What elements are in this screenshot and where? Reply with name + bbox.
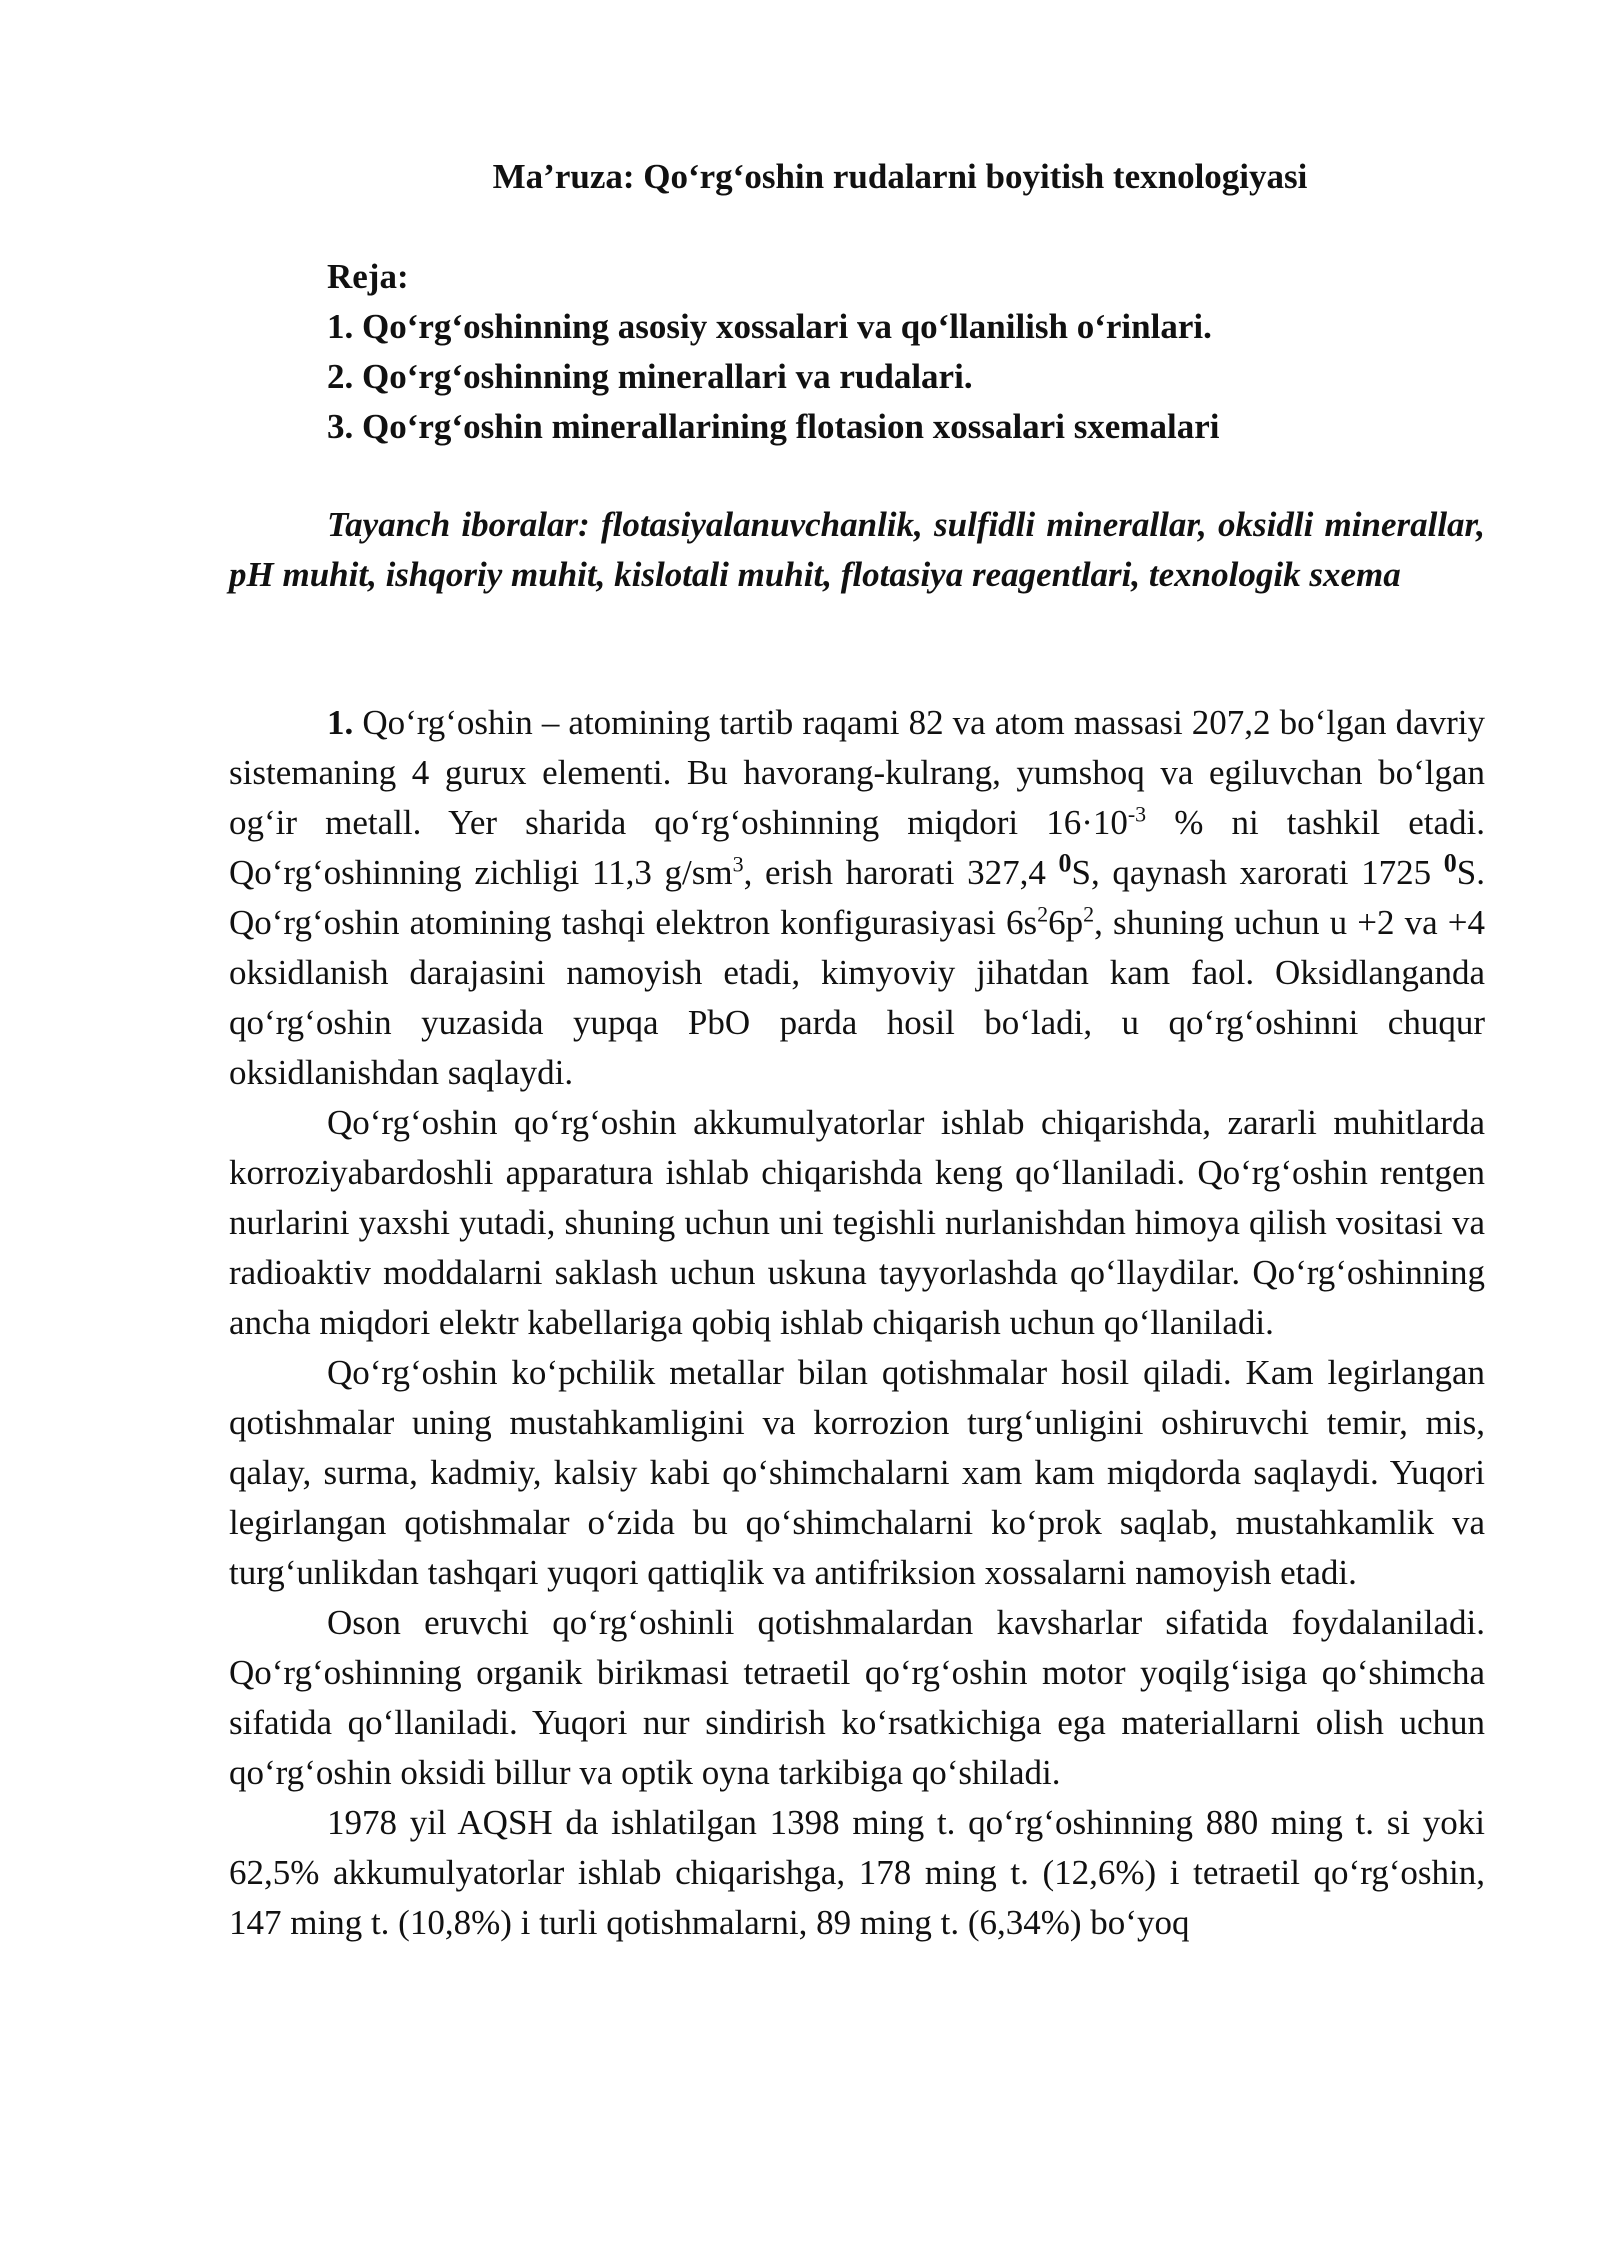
p1-text-a: Qo‘rg‘oshin – atomining tartib raqami 82 va atom massasi 207,2 bo‘lgan davriy sistemaning 4 gurux elementi. Bu havorang-kulrang, yumshoq va egiluvchan bo‘lgan og‘ir metall. Yer sharida qo‘rg‘oshinning miqdori 16·10: [229, 703, 1485, 842]
paragraph-4: Oson eruvchi qo‘rg‘oshinli qotishmalardan kavsharlar sifatida foydalaniladi. Qo‘rg‘oshinning organik birikmasi tetraetil qo‘rg‘oshin motor yoqilg‘isiga qo‘shimcha sifatida qo‘llaniladi. Yuqori nur sindirish ko‘rsatkichiga ega materiallarni olish uchun qo‘rg‘oshin oksidi billur va optik oyna tarkibiga qo‘shiladi.: [229, 1603, 1485, 1792]
p1-text-b: % ni tashkil etadi. Qo‘rg‘oshinning zichligi 11,3 g/sm: [229, 803, 1485, 892]
p1-sup-p: 2: [1083, 901, 1095, 927]
lecture-title: Ma’ruza: Qo‘rg‘oshin rudalarni boyitish texnologiyasi: [492, 157, 1308, 196]
p1-text-g: , shuning uchun u +2 va +4 oksidlanish darajasini namoyish etadi, kimyoviy jihatdan kam faol. Oksidlanganda qo‘rg‘oshin yuzasida yupqa PbO parda hosil bo‘ladi, u qo‘rg‘oshinni chuqur oksidlanishdan saqlaydi.: [229, 903, 1485, 1092]
paragraph-5: 1978 yil AQSH da ishlatilgan 1398 ming t. qo‘rg‘oshinning 880 ming t. si yoki 62,5% akkumulyatorlar ishlab chiqarishga, 178 ming t. (12,6%) i tetraetil qo‘rg‘oshin, 147 ming t. (10,8%) i turli qotishmalarni, 89 ming t. (6,34%) bo‘yoq: [229, 1803, 1485, 1942]
plan-heading: Reja:: [327, 257, 409, 296]
p1-text-e: S. Qo‘rg‘oshin atomining tashqi elektron konfigurasiyasi 6s: [229, 853, 1485, 942]
p1-sup-exponent: -3: [1127, 801, 1147, 827]
degree-mark-2: 0: [1443, 848, 1457, 878]
p1-text-d: S, qaynash xarorati 1725: [1071, 853, 1444, 892]
p1-sup-s: 2: [1037, 901, 1049, 927]
paragraph-1: [229, 698, 1485, 1098]
p1-text-c: , erish harorati 327,4: [743, 853, 1059, 892]
plan-item-3: 3. Qo‘rg‘oshin minerallarining flotasion xossalari sxemalari: [327, 407, 1220, 446]
lecture-plan: [327, 252, 1477, 452]
plan-item-2: 2. Qo‘rg‘oshinning minerallari va rudalari.: [327, 357, 973, 396]
paragraph-2: Qo‘rg‘oshin qo‘rg‘oshin akkumulyatorlar ishlab chiqarishda, zararli muhitlarda korroziyabardoshli apparatura ishlab chiqarishda keng qo‘llaniladi. Qo‘rg‘oshin rentgen nurlarini yaxshi yutadi, shuning uchun uni tegishli nurlanishdan himoya qilish vositasi va radioaktiv moddalarni saklash uchun uskuna tayyorlashda qo‘llaydilar. Qo‘rg‘oshinning ancha miqdori elektr kabellariga qobiq ishlab chiqarish uchun qo‘llaniladi.: [229, 1103, 1485, 1342]
p1-sup-cube: 3: [732, 851, 744, 877]
section-number: 1.: [327, 703, 354, 742]
paragraph-3: Qo‘rg‘oshin ko‘pchilik metallar bilan qotishmalar hosil qiladi. Kam legirlangan qotishmalar uning mustahkamligini va korrozion turg‘unligini oshiruvchi temir, mis, qalay, surma, kadmiy, kalsiy kabi qo‘shimchalarni xam kam miqdorda saqlaydi. Yuqori legirlangan qotishmalar o‘zida bu qo‘shimchalarni ko‘prok saqlab, mustahkamlik va turg‘unlikdan tashqari yuqori qattiqlik va antifriksion xossalarni namoyish etadi.: [229, 1353, 1485, 1592]
body-text: [229, 698, 1485, 1948]
degree-mark-1: 0: [1058, 848, 1072, 878]
plan-item-1: 1. Qo‘rg‘oshinning asosiy xossalari va qo‘llanilish o‘rinlari.: [327, 307, 1212, 346]
keywords-paragraph: Tayanch iboralar: flotasiyalanuvchanlik, sulfidli minerallar, oksidli minerallar, pH muhit, ishqoriy muhit, kislotali muhit, flotasiya reagentlari, texnologik sxema: [229, 505, 1485, 594]
p1-text-f: 6p: [1048, 903, 1084, 942]
